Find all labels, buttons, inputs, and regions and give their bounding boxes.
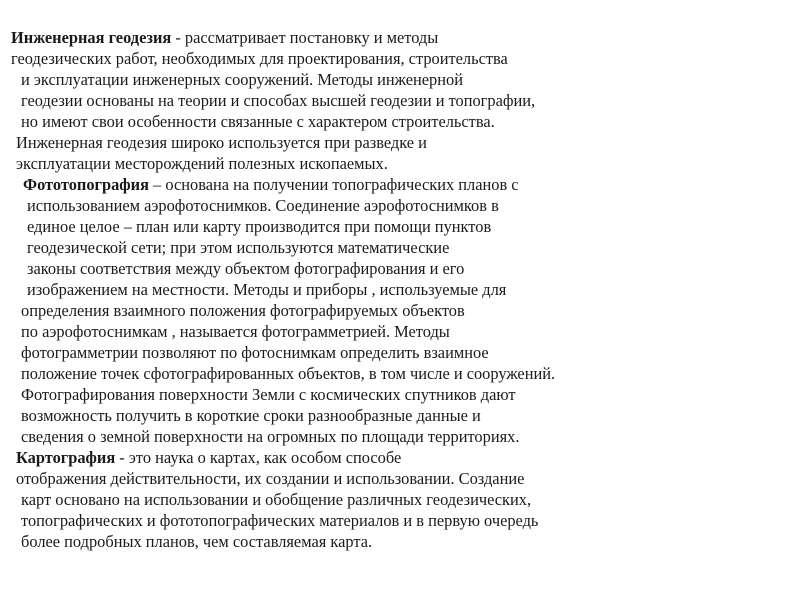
line-text: использованием аэрофотоснимков. Соединение аэрофотоснимков в bbox=[27, 196, 499, 215]
text-line-9 bbox=[27, 196, 499, 216]
text-line-1 bbox=[11, 28, 438, 48]
text-line-25 bbox=[21, 532, 372, 552]
text-line-24 bbox=[21, 511, 538, 531]
text-line-12 bbox=[27, 259, 464, 279]
line-text: эксплуатации месторождений полезных ископаемых. bbox=[16, 154, 388, 173]
text-line-14 bbox=[21, 301, 465, 321]
line-text: геодезических работ, необходимых для проектирования, строительства bbox=[11, 49, 508, 68]
text-line-7 bbox=[16, 154, 388, 174]
line-text: единое целое – план или карту производится при помощи пунктов bbox=[27, 217, 492, 236]
line-text: – основана на получении топографических планов с bbox=[148, 175, 519, 194]
line-text: и эксплуатации инженерных сооружений. Методы инженерной bbox=[21, 70, 463, 89]
line-text: карт основано на использовании и обобщение различных геодезических, bbox=[21, 490, 532, 509]
line-text: положение точек сфотографированных объектов, в том числе и сооружений. bbox=[21, 364, 556, 383]
line-text: более подробных планов, чем составляемая карта. bbox=[21, 532, 373, 551]
line-text: но имеют свои особенности связанные с характером строительства. bbox=[21, 112, 495, 131]
line-text: топографических и фототопографических материалов и в первую очередь bbox=[21, 511, 539, 530]
text-line-17 bbox=[21, 364, 555, 384]
line-text: - это наука о картах, как особом способе bbox=[115, 448, 402, 467]
text-line-3 bbox=[21, 70, 463, 90]
term-engineering-geodesy: Инженерная геодезия bbox=[11, 28, 172, 47]
text-line-5 bbox=[21, 112, 495, 132]
text-line-15 bbox=[21, 322, 450, 342]
text-line-21 bbox=[16, 448, 401, 468]
text-line-19 bbox=[21, 406, 481, 426]
line-text: сведения о земной поверхности на огромных по площади территориях. bbox=[21, 427, 520, 446]
text-line-2 bbox=[11, 49, 508, 69]
line-text: по аэрофотоснимкам , называется фотограмметрией. Методы bbox=[21, 322, 450, 341]
text-line-23 bbox=[21, 490, 531, 510]
text-line-20 bbox=[21, 427, 519, 447]
line-text: геодезии основаны на теории и способах высшей геодезии и топографии, bbox=[21, 91, 536, 110]
text-line-4 bbox=[21, 91, 535, 111]
text-line-16 bbox=[21, 343, 489, 363]
text-line-13 bbox=[27, 280, 506, 300]
line-text: Инженерная геодезия широко используется при разведке и bbox=[16, 133, 427, 152]
line-text: геодезической сети; при этом используются математические bbox=[27, 238, 450, 257]
line-text: определения взаимного положения фотографируемых объектов bbox=[21, 301, 465, 320]
text-line-18 bbox=[21, 385, 516, 405]
line-text: отображения действительности, их создании и использовании. Создание bbox=[16, 469, 525, 488]
text-line-6 bbox=[16, 133, 427, 153]
line-text: законы соответствия между объектом фотографирования и его bbox=[27, 259, 465, 278]
text-line-8 bbox=[23, 175, 519, 195]
line-text: Фотографирования поверхности Земли с космических спутников дают bbox=[21, 385, 516, 404]
text-line-11 bbox=[27, 238, 449, 258]
line-text: изображением на местности. Методы и приборы , используемые для bbox=[27, 280, 507, 299]
line-text: возможность получить в короткие сроки разнообразные данные и bbox=[21, 406, 481, 425]
line-text: - рассматривает постановку и методы bbox=[171, 28, 439, 47]
term-cartography: Картография bbox=[16, 448, 116, 467]
text-line-10 bbox=[27, 217, 491, 237]
term-phototopography: Фототопография bbox=[23, 175, 149, 194]
text-line-22 bbox=[16, 469, 524, 489]
line-text: фотограмметрии позволяют по фотоснимкам определить взаимное bbox=[21, 343, 489, 362]
